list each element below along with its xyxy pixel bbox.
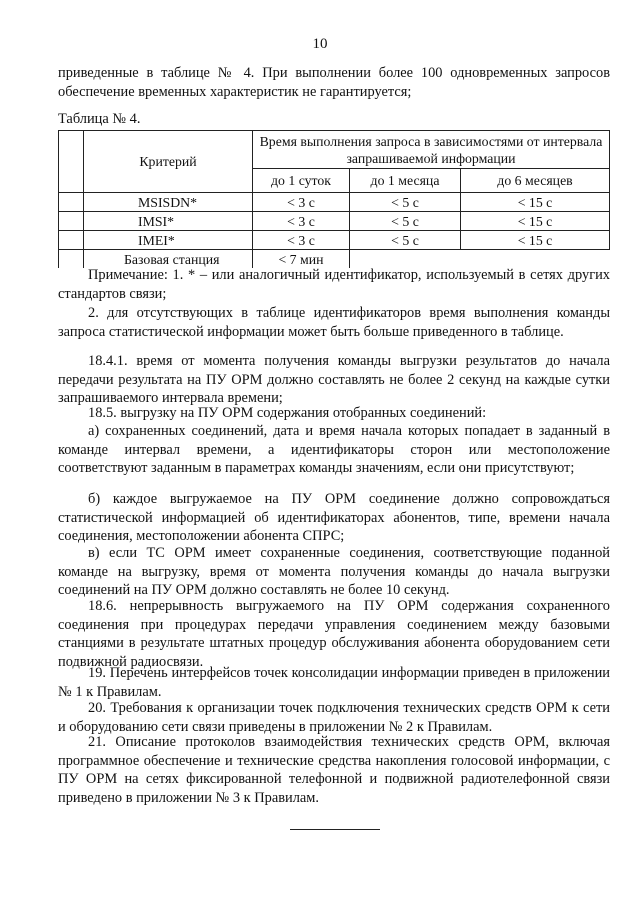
table-cell: < 5 с — [350, 212, 461, 231]
timing-table — [58, 130, 610, 268]
table-row — [59, 212, 610, 231]
row-blank-cell — [59, 231, 84, 250]
row-label: Базовая станция — [84, 250, 253, 269]
group-header: Время выполнения запроса в зависимостями от интервала запрашиваемой информации — [253, 131, 610, 169]
row-label: IMSI* — [84, 212, 253, 231]
paragraph-21: 21. Описание протоколов взаимодействия технических средств ОРМ, включая программное обеспечение и технические средства накопления голосовой информации, с ПУ ОРМ на сетях фиксированной телефонной и подвижной радиотелефонной связи приведено в приложении № 3 к Правилам. — [58, 734, 610, 806]
criterion-header: Критерий — [84, 131, 253, 193]
table-cell: < 7 мин — [253, 250, 350, 269]
page-number: 10 — [312, 36, 328, 52]
intro-paragraph: приведенные в таблице № 4. При выполнении более 100 одновременных запросов обеспечение временных характеристик не гарантируется; — [58, 65, 610, 100]
paragraph-18-6: 18.6. непрерывность выгружаемого на ПУ ОРМ содержания сохраненного соединения при процедурах передачи управления соединением между базовыми станциями в результате штатных процедур обслуживания абонента оборудованием сети подвижной радиосвязи. — [58, 598, 610, 670]
table-cell: < 3 с — [253, 231, 350, 250]
table-cell: < 3 с — [253, 212, 350, 231]
table-row — [59, 193, 610, 212]
closing-rule — [290, 829, 380, 830]
paragraph-18-5: 18.5. выгрузку на ПУ ОРМ содержания отобранных соединений: — [88, 405, 487, 421]
table-caption: Таблица № 4. — [58, 111, 141, 127]
table-cell: < 15 с — [461, 193, 610, 212]
table-cell: < 5 с — [350, 231, 461, 250]
column-header: до 1 суток — [253, 169, 350, 193]
row-label: MSISDN* — [84, 193, 253, 212]
table-cell: < 3 с — [253, 193, 350, 212]
note-1: Примечание: 1. * – или аналогичный идентификатор, используемый в сетях других стандартов связи; — [58, 267, 610, 302]
table-row — [59, 231, 610, 250]
column-header: до 1 месяца — [350, 169, 461, 193]
table-blank-header-cell — [59, 131, 84, 193]
table-cell: < 5 с — [350, 193, 461, 212]
note-2: 2. для отсутствующих в таблице идентификаторов время выполнения команды запроса статистической информации может быть больше приведенного в таблице. — [58, 305, 610, 340]
paragraph-v: в) если ТС ОРМ имеет сохраненные соединения, соответствующие поданной команде на выгрузку, время от момента получения команды до начала выгрузки соединений на ПУ ОРМ должно составлять не более 10 секунд. — [58, 545, 610, 599]
row-blank-cell — [59, 193, 84, 212]
column-header: до 6 месяцев — [461, 169, 610, 193]
paragraph-18-4-1: 18.4.1. время от момента получения команды выгрузки результатов до начала передачи результата на ПУ ОРМ должно составлять не более 2 секунд на каждые сутки запрашиваемого интервала времени; — [58, 353, 610, 407]
paragraph-19: 19. Перечень интерфейсов точек консолидации информации приведен в приложении № 1 к Правилам. — [58, 665, 610, 700]
row-label: IMEI* — [84, 231, 253, 250]
table-cell: < 15 с — [461, 212, 610, 231]
table-cell: < 15 с — [461, 231, 610, 250]
row-blank-cell — [59, 212, 84, 231]
paragraph-20: 20. Требования к организации точек подключения технических средств ОРМ к сети и оборудованию сети связи приведены в приложении № 2 к Правилам. — [58, 700, 610, 735]
paragraph-b: б) каждое выгружаемое на ПУ ОРМ соединение должно сопровождаться статистической информацией об идентификаторах абонентов, типе, времени начала соединения, местоположении абонента СПРС; — [58, 491, 610, 545]
paragraph-a: а) сохраненных соединений, дата и время начала которых попадает в заданный в команде интервал времени, а идентификаторы сторон или местоположение соответствуют заданным в параметрах команды значениям, если они присутствуют; — [58, 423, 610, 477]
